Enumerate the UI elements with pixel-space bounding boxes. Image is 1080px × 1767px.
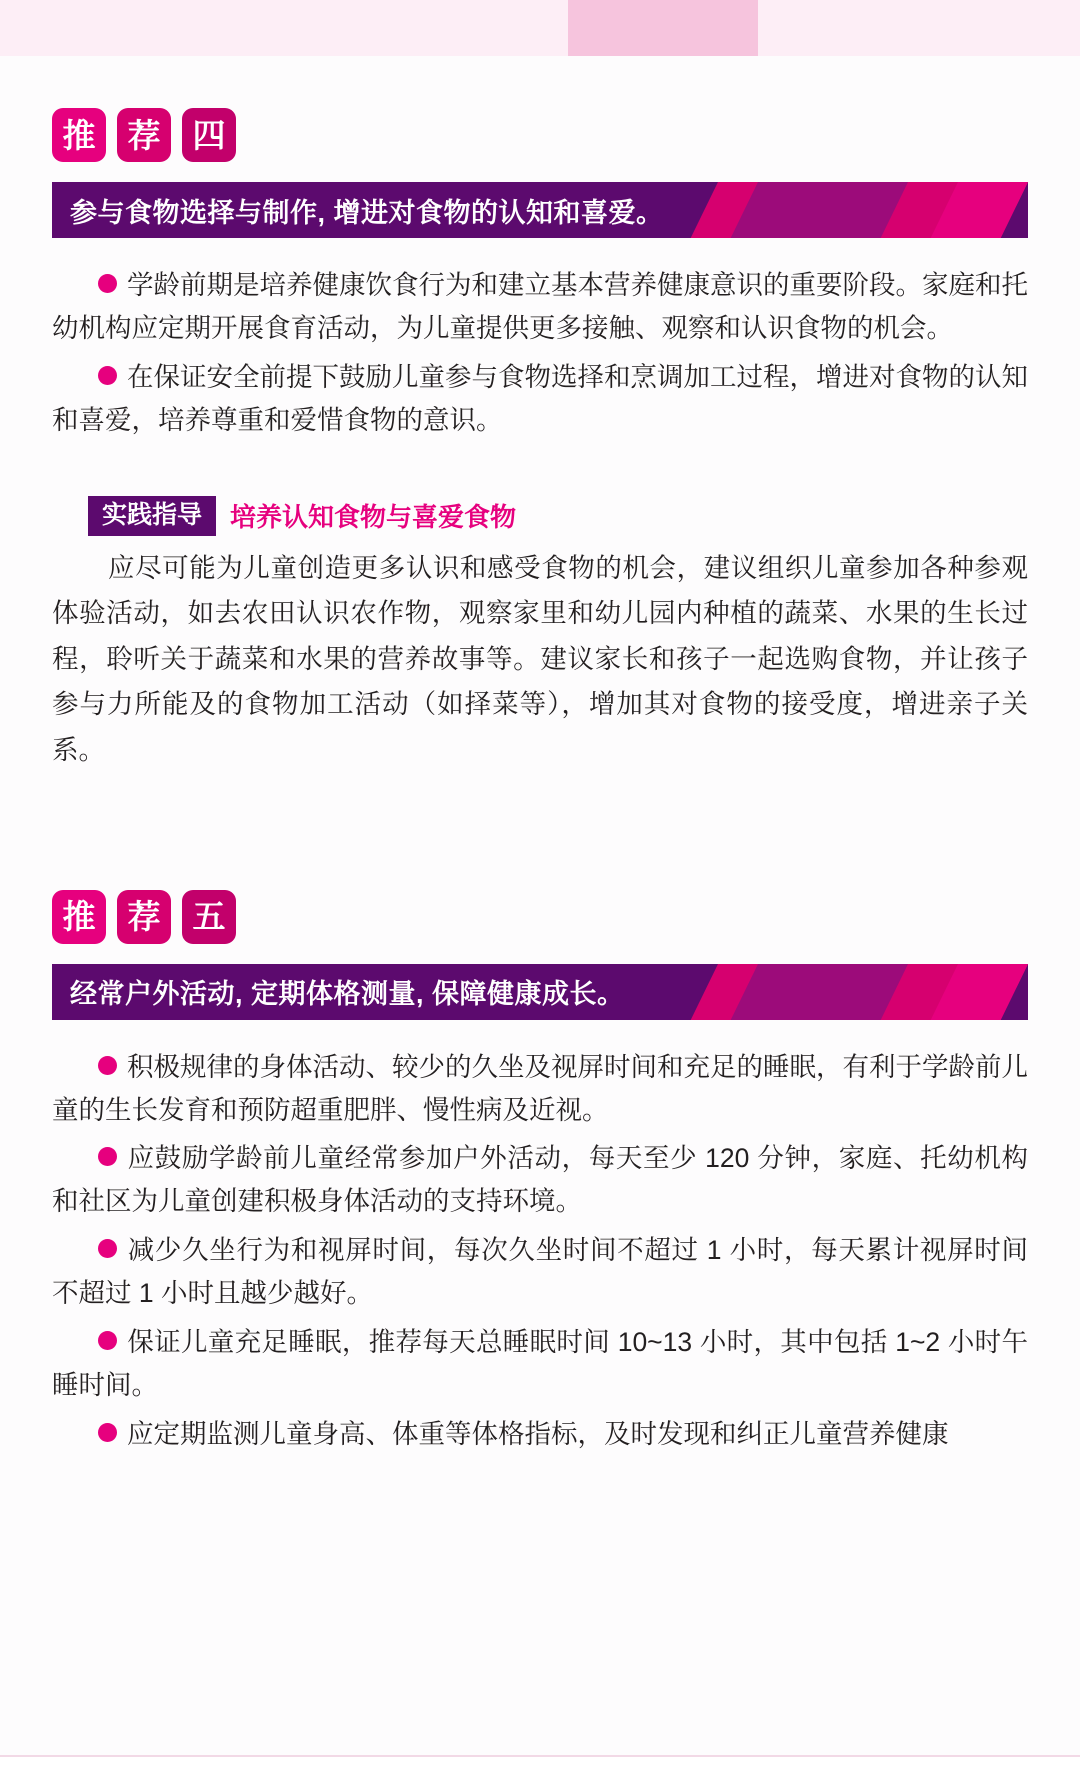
practice-guide-tag: 实践指导 (88, 496, 216, 536)
recommendation-badges-five (52, 890, 1028, 944)
badge-char-tui: 推 (52, 108, 106, 162)
section-title-five: 经常户外活动, 定期体格测量, 保障健康成长。 (70, 979, 625, 1010)
recommendation-badges-four (52, 108, 1028, 162)
bullet-text: 应定期监测儿童身高、体重等体格指标，及时发现和纠正儿童营养健康 (127, 1418, 949, 1449)
bullet-text: 保证儿童充足睡眠，推荐每天总睡眠时间 10~13 小时，其中包括 1~2 小时午睡时间。 (52, 1327, 1028, 1401)
badge-char-jian: 荐 (117, 890, 171, 944)
bullet-dot-icon (98, 366, 117, 385)
practice-guide-title: 培养认知食物与喜爱食物 (230, 502, 517, 533)
bullet-text: 减少久坐行为和视屏时间，每次久坐时间不超过 1 小时，每天累计视屏时间不超过 1 小时且越少越好。 (52, 1235, 1028, 1309)
section-title-band-five (52, 964, 1028, 1020)
bullet-text: 在保证安全前提下鼓励儿童参与食物选择和烹调加工过程，增进对食物的认知和喜爱，培养尊重和爱惜食物的意识。 (52, 361, 1028, 435)
section-title-four: 参与食物选择与制作, 增进对食物的认知和喜爱。 (70, 197, 664, 228)
title-band-shape-b (731, 182, 908, 238)
bullet-paragraph (52, 264, 1028, 350)
bullet-paragraph (52, 1229, 1028, 1315)
section-title-band-four (52, 182, 1028, 238)
bottom-divider (0, 1755, 1080, 1767)
bullet-dot-icon (98, 1423, 117, 1442)
section-spacer (52, 774, 1028, 838)
bullet-dot-icon (98, 1056, 117, 1075)
bullet-dot-icon (98, 274, 117, 293)
practice-guide-header (52, 496, 1028, 536)
bottom-spacer (52, 1462, 1028, 1480)
practice-guide-body: 应尽可能为儿童创造更多认识和感受食物的机会，建议组织儿童参加各种参观体验活动，如去农田认识农作物，观察家里和幼儿园内种植的蔬菜、水果的生长过程，聆听关于蔬菜和水果的营养故事等。建议家长和孩子一起选购食物，并让孩子参与力所能及的食物加工活动（如择菜等），增加其对食物的接受度，增进亲子关系。 (52, 552, 1028, 765)
bullet-dot-icon (98, 1147, 117, 1166)
bullet-paragraph (52, 1413, 1028, 1456)
bullet-paragraph (52, 1137, 1028, 1223)
bullet-text: 应鼓励学龄前儿童经常参加户外活动，每天至少 120 分钟，家庭、托幼机构和社区为儿童创建积极身体活动的支持环境。 (52, 1143, 1028, 1217)
title-band-shape-b (731, 964, 908, 1020)
bullet-text: 积极规律的身体活动、较少的久坐及视屏时间和充足的睡眠，有利于学龄前儿童的生长发育和预防超重肥胖、慢性病及近视。 (52, 1051, 1028, 1125)
bullet-dot-icon (98, 1331, 117, 1350)
badge-char-number: 五 (182, 890, 236, 944)
bullet-text: 学龄前期是培养健康饮食行为和建立基本营养健康意识的重要阶段。家庭和托幼机构应定期开展食育活动，为儿童提供更多接触、观察和认识食物的机会。 (52, 270, 1028, 343)
bullet-paragraph (52, 1046, 1028, 1132)
bullet-dot-icon (98, 1239, 117, 1258)
badge-char-number: 四 (182, 108, 236, 162)
badge-char-jian: 荐 (117, 108, 171, 162)
badge-char-tui: 推 (52, 890, 106, 944)
bullet-paragraph (52, 356, 1028, 442)
bullet-paragraph (52, 1321, 1028, 1407)
